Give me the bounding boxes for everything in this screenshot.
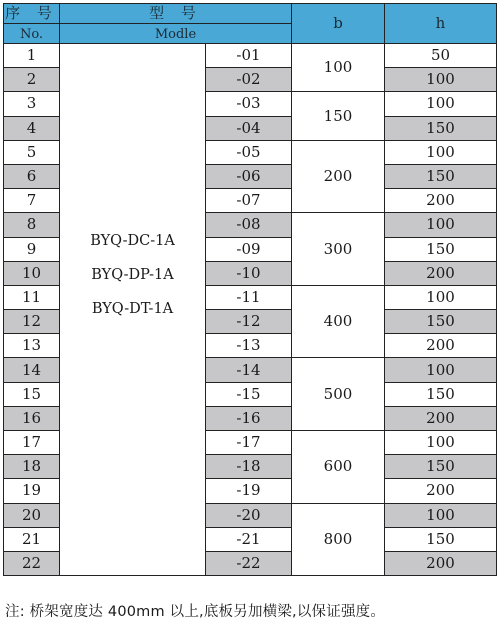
row-number: 10 bbox=[4, 261, 60, 285]
b-value: 300 bbox=[292, 213, 385, 286]
model-suffix: -22 bbox=[206, 551, 292, 575]
model-suffix: -15 bbox=[206, 382, 292, 406]
row-number: 2 bbox=[4, 68, 60, 92]
model-suffix: -20 bbox=[206, 503, 292, 527]
row-number: 12 bbox=[4, 310, 60, 334]
row-number: 19 bbox=[4, 479, 60, 503]
spec-table bbox=[3, 3, 497, 576]
table-row bbox=[4, 44, 497, 68]
model-suffix: -14 bbox=[206, 358, 292, 382]
row-number: 14 bbox=[4, 358, 60, 382]
model-suffix: -10 bbox=[206, 261, 292, 285]
footnote: 注: 桥架宽度达 400mm 以上,底板另加横梁,以保证强度。 bbox=[5, 604, 386, 620]
h-value: 150 bbox=[385, 527, 497, 551]
h-value: 200 bbox=[385, 261, 497, 285]
row-number: 4 bbox=[4, 116, 60, 140]
row-number: 5 bbox=[4, 140, 60, 164]
h-value: 100 bbox=[385, 68, 497, 92]
model-suffix: -12 bbox=[206, 310, 292, 334]
model-suffix: -05 bbox=[206, 140, 292, 164]
header-row-1 bbox=[4, 4, 497, 24]
row-number: 22 bbox=[4, 551, 60, 575]
header-model-cn: 型 号 bbox=[60, 4, 292, 24]
model-name: BYQ-DP-1A bbox=[91, 267, 174, 284]
h-value: 150 bbox=[385, 237, 497, 261]
b-value: 400 bbox=[292, 285, 385, 358]
row-number: 1 bbox=[4, 44, 60, 68]
b-value: 200 bbox=[292, 140, 385, 213]
model-suffix: -06 bbox=[206, 164, 292, 188]
row-number: 3 bbox=[4, 92, 60, 116]
model-name: BYQ-DT-1A bbox=[91, 301, 174, 318]
h-value: 200 bbox=[385, 189, 497, 213]
row-number: 8 bbox=[4, 213, 60, 237]
header-model-en: Modle bbox=[60, 24, 292, 44]
model-suffix: -19 bbox=[206, 479, 292, 503]
h-value: 150 bbox=[385, 310, 497, 334]
row-number: 17 bbox=[4, 431, 60, 455]
h-value: 100 bbox=[385, 213, 497, 237]
header-b: b bbox=[292, 4, 385, 44]
h-value: 100 bbox=[385, 358, 497, 382]
model-suffix: -01 bbox=[206, 44, 292, 68]
h-value: 100 bbox=[385, 431, 497, 455]
model-suffix: -03 bbox=[206, 92, 292, 116]
h-value: 200 bbox=[385, 479, 497, 503]
model-suffix: -08 bbox=[206, 213, 292, 237]
header-h: h bbox=[385, 4, 497, 44]
b-value: 600 bbox=[292, 431, 385, 504]
model-suffix: -07 bbox=[206, 189, 292, 213]
model-suffix: -21 bbox=[206, 527, 292, 551]
b-value: 150 bbox=[292, 92, 385, 140]
row-number: 9 bbox=[4, 237, 60, 261]
h-value: 200 bbox=[385, 334, 497, 358]
h-value: 100 bbox=[385, 92, 497, 116]
model-suffix: -04 bbox=[206, 116, 292, 140]
b-value: 100 bbox=[292, 44, 385, 92]
h-value: 150 bbox=[385, 116, 497, 140]
row-number: 15 bbox=[4, 382, 60, 406]
row-number: 7 bbox=[4, 189, 60, 213]
b-value: 800 bbox=[292, 503, 385, 576]
b-value: 500 bbox=[292, 358, 385, 431]
row-number: 18 bbox=[4, 455, 60, 479]
model-suffix: -09 bbox=[206, 237, 292, 261]
h-value: 100 bbox=[385, 140, 497, 164]
h-value: 200 bbox=[385, 551, 497, 575]
row-number: 11 bbox=[4, 285, 60, 309]
row-number: 20 bbox=[4, 503, 60, 527]
model-suffix: -18 bbox=[206, 455, 292, 479]
row-number: 13 bbox=[4, 334, 60, 358]
h-value: 150 bbox=[385, 164, 497, 188]
h-value: 200 bbox=[385, 406, 497, 430]
model-suffix: -17 bbox=[206, 431, 292, 455]
h-value: 150 bbox=[385, 455, 497, 479]
model-cell bbox=[60, 44, 206, 576]
header-no-cn: 序 号 bbox=[5, 4, 58, 22]
model-name: BYQ-DC-1A bbox=[90, 233, 175, 249]
h-value: 100 bbox=[385, 503, 497, 527]
h-value: 150 bbox=[385, 382, 497, 406]
h-value: 50 bbox=[385, 44, 497, 68]
model-suffix: -11 bbox=[206, 285, 292, 309]
row-number: 6 bbox=[4, 164, 60, 188]
h-value: 100 bbox=[385, 285, 497, 309]
header-no-en: No. bbox=[4, 24, 60, 44]
row-number: 21 bbox=[4, 527, 60, 551]
row-number: 16 bbox=[4, 406, 60, 430]
model-suffix: -13 bbox=[206, 334, 292, 358]
model-suffix: -16 bbox=[206, 406, 292, 430]
model-suffix: -02 bbox=[206, 68, 292, 92]
